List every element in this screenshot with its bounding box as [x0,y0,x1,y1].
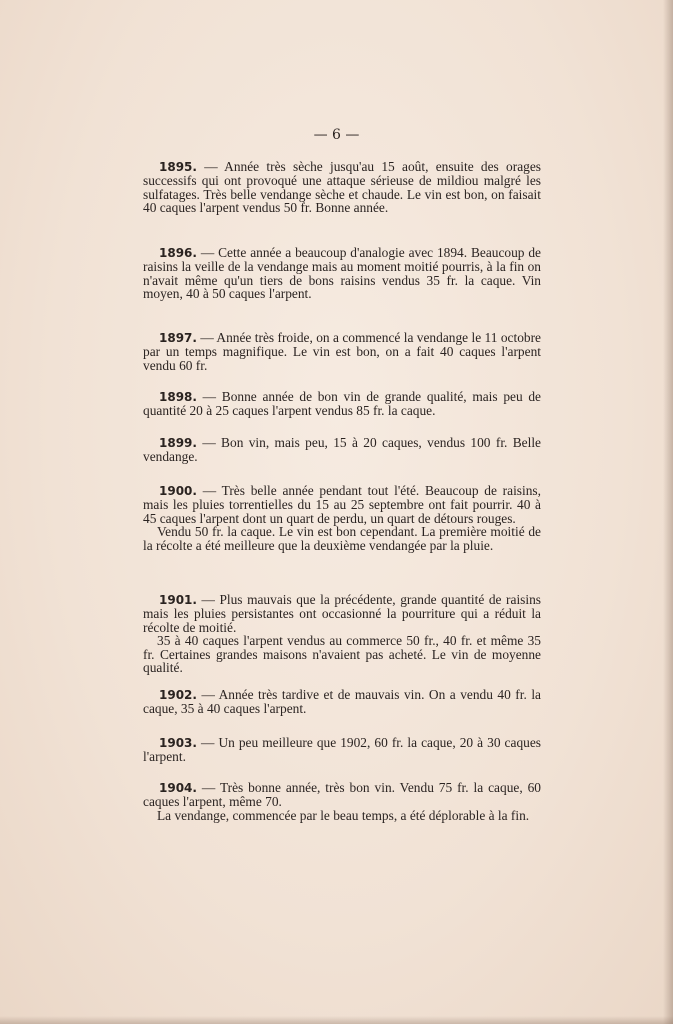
entry-1903 [143,736,541,764]
page-bottom-shadow [0,1016,673,1024]
entry-year: 1903. [159,736,197,750]
entry-1896 [143,246,541,301]
entry-year: 1904. [159,781,197,795]
entry-text: — Année très sèche jusqu'au 15 août, ensuite des orages successifs qui ont provoqué une attaque sérieuse de mildiou malgré les sulfatages. Très belle vendange sèche et chaude. Le vin est bon, on faisait 40 caques l'arpent vendus 50 fr. Bonne année. [143,159,541,216]
entry-text: — Un peu meilleure que 1902, 60 fr. la caque, 20 à 30 caques l'arpent. [143,735,541,765]
entry-year: 1902. [159,688,197,702]
entry-text: — Bon vin, mais peu, 15 à 20 caques, vendus 100 fr. Belle vendange. [143,435,541,465]
entry-continuation: La vendange, commencée par le beau temps, a été déplorable à la fin. [157,807,530,823]
entry-year: 1899. [159,436,197,450]
entry-1901 [143,593,541,674]
entry-year: 1895. [159,160,197,174]
entry-1904 [143,781,541,822]
entry-1902 [143,688,541,716]
entry-1895 [143,160,541,215]
entry-text: — Année très froide, on a commencé la vendange le 11 octobre par un temps magnifique. Le vin est bon, on a fait 40 caques l'arpent vendu 60 fr. [143,330,541,373]
page-edge-shadow [663,0,673,1024]
entry-1897 [143,331,541,372]
entry-year: 1897. [159,331,197,345]
entry-text: — Année très tardive et de mauvais vin. On a vendu 40 fr. la caque, 35 à 40 caques l'arpent. [143,687,541,717]
entry-continuation: Vendu 50 fr. la caque. Le vin est bon cependant. La première moitié de la récolte a été meilleure que la deuxième vendangée par la pluie. [143,524,541,553]
entry-year: 1900. [159,484,197,498]
entry-1898 [143,390,541,418]
entry-text: — Bonne année de bon vin de grande qualité, mais peu de quantité 20 à 25 caques l'arpent vendus 85 fr. la caque. [143,389,541,419]
entry-text: — Plus mauvais que la précédente, grande quantité de raisins mais les pluies persistantes ont occasionné la pourriture qui a réduit la récolte de moitié. [143,592,541,635]
entry-text: — Cette année a beaucoup d'analogie avec 1894. Beaucoup de raisins la veille de la vendange mais au moment moitié pourris, à la fin on n'avait même qu'un tiers de bons raisins vendus 35 fr. la caque. Vin moyen, 40 à 50 caques l'arpent. [143,245,541,302]
entry-1899 [143,436,541,464]
entry-year: 1896. [159,246,197,260]
page-number: — 6 — [313,127,360,143]
entry-text: — Très belle année pendant tout l'été. Beaucoup de raisins, mais les pluies torrentielles du 15 au 25 septembre ont fait pourrir. 40 à 45 caques l'arpent dont un quart de perdu, un quart de détours rouges. [143,483,541,526]
entry-year: 1898. [159,390,197,404]
entry-continuation: 35 à 40 caques l'arpent vendus au commerce 50 fr., 40 fr. et même 35 fr. Certaines grandes maisons n'avaient pas acheté. Le vin de moyenne qualité. [143,633,541,676]
entry-1900 [143,484,541,552]
entry-year: 1901. [159,593,197,607]
entry-text: — Très bonne année, très bon vin. Vendu 75 fr. la caque, 60 caques l'arpent, même 70. [143,780,541,810]
